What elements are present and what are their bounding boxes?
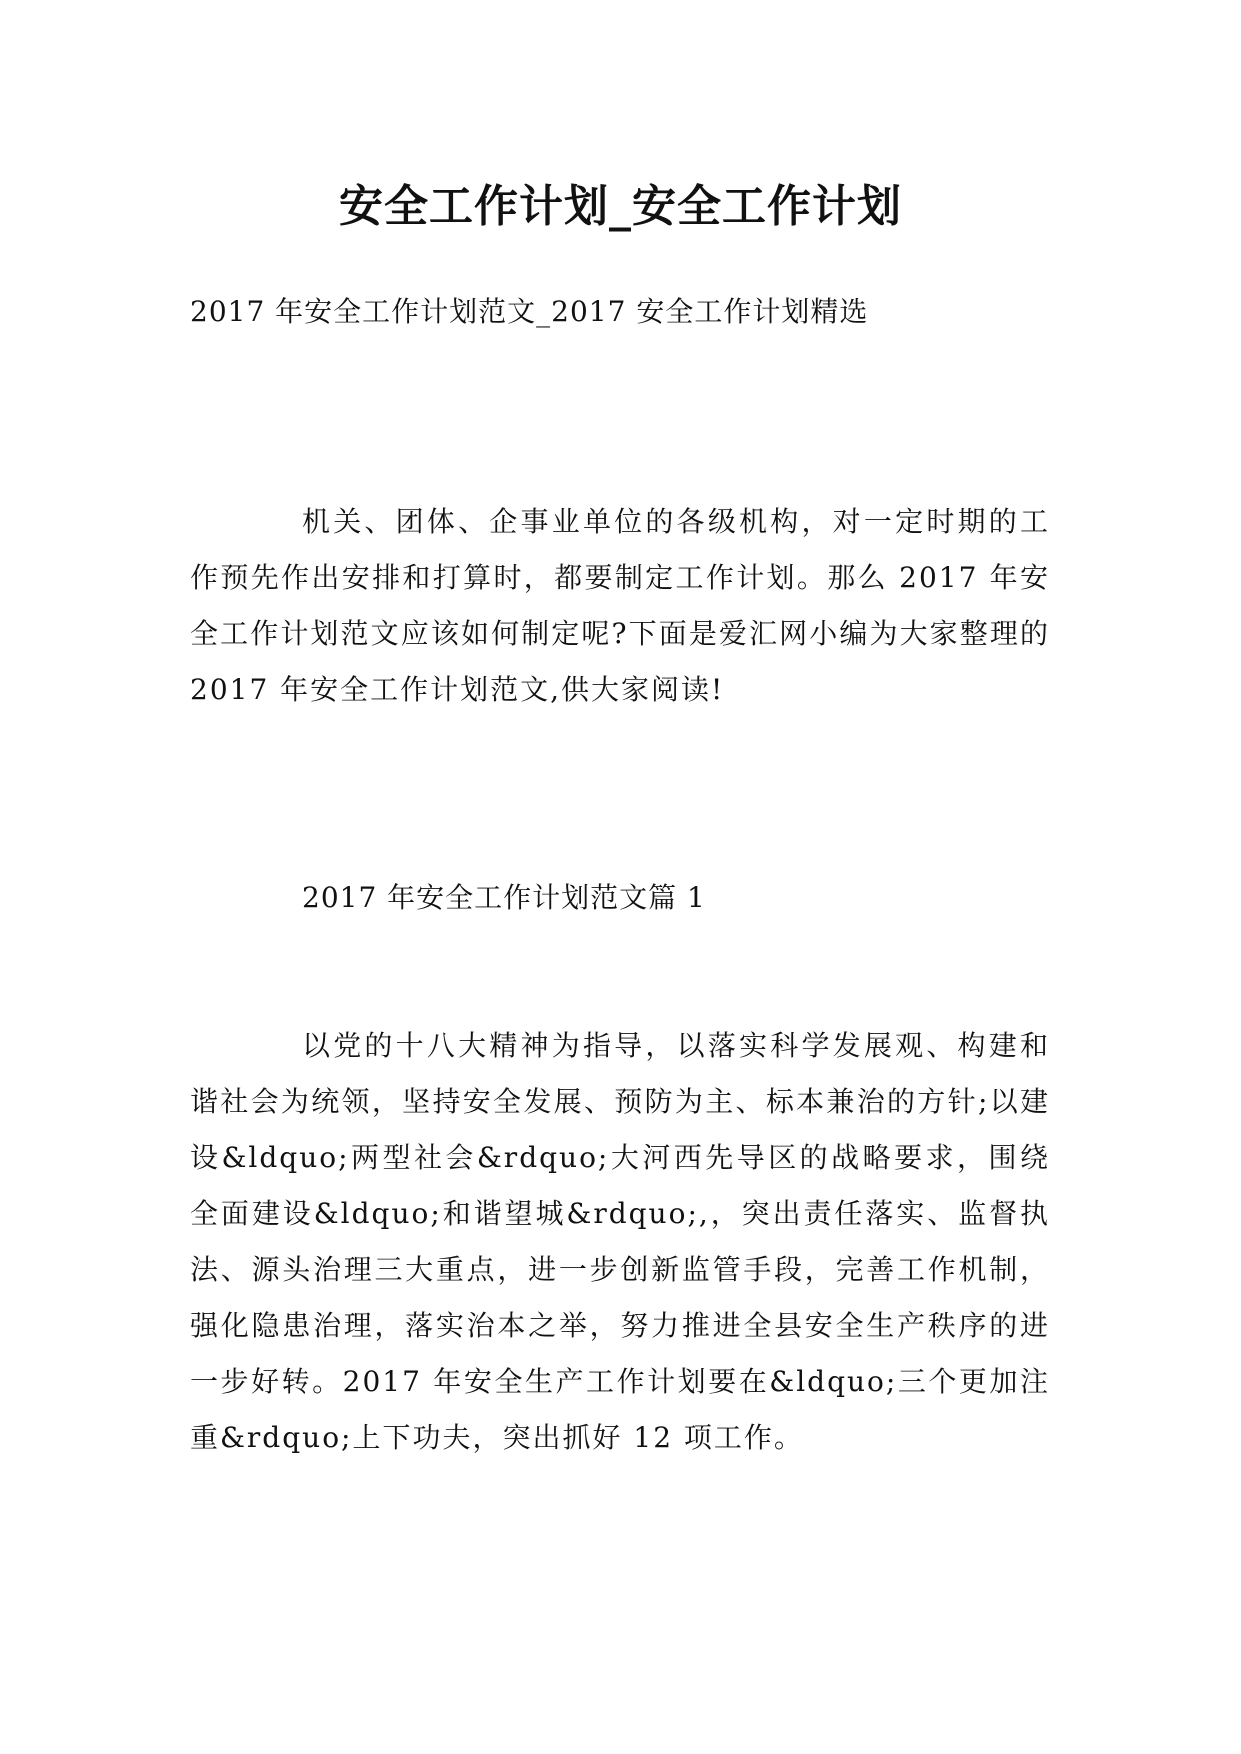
body-paragraph: 以党的十八大精神为指导，以落实科学发展观、构建和谐社会为统领，坚持安全发展、预防为主、标本兼治的方针;以建设&ldquo;两型社会&rdquo;大河西先导区的战略要求，围绕全面建设&ldquo;和谐望城&rdquo;,，突出责任落实、监督执法、源头治理三大重点，进一步创新监管手段，完善工作机制，强化隐患治理，落实治本之举，努力推进全县安全生产秩序的进一步好转。2017 年安全生产工作计划要在&ldquo;三个更加注重&rdquo;上下功夫，突出抓好 12 项工作。 xyxy=(190,1029,1050,1454)
document-subtitle: 2017 年安全工作计划范文_2017 安全工作计划精选 xyxy=(190,295,869,328)
section-heading: 2017 年安全工作计划范文篇 1 xyxy=(302,881,706,914)
document-title: 安全工作计划_安全工作计划 xyxy=(339,181,902,233)
intro-paragraph: 机关、团体、企事业单位的各级机构，对一定时期的工作预先作出安排和打算时，都要制定工作计划。那么 2017 年安全工作计划范文应该如何制定呢?下面是爱汇网小编为大家整理的 2017 年安全工作计划范文,供大家阅读! xyxy=(190,505,1050,706)
